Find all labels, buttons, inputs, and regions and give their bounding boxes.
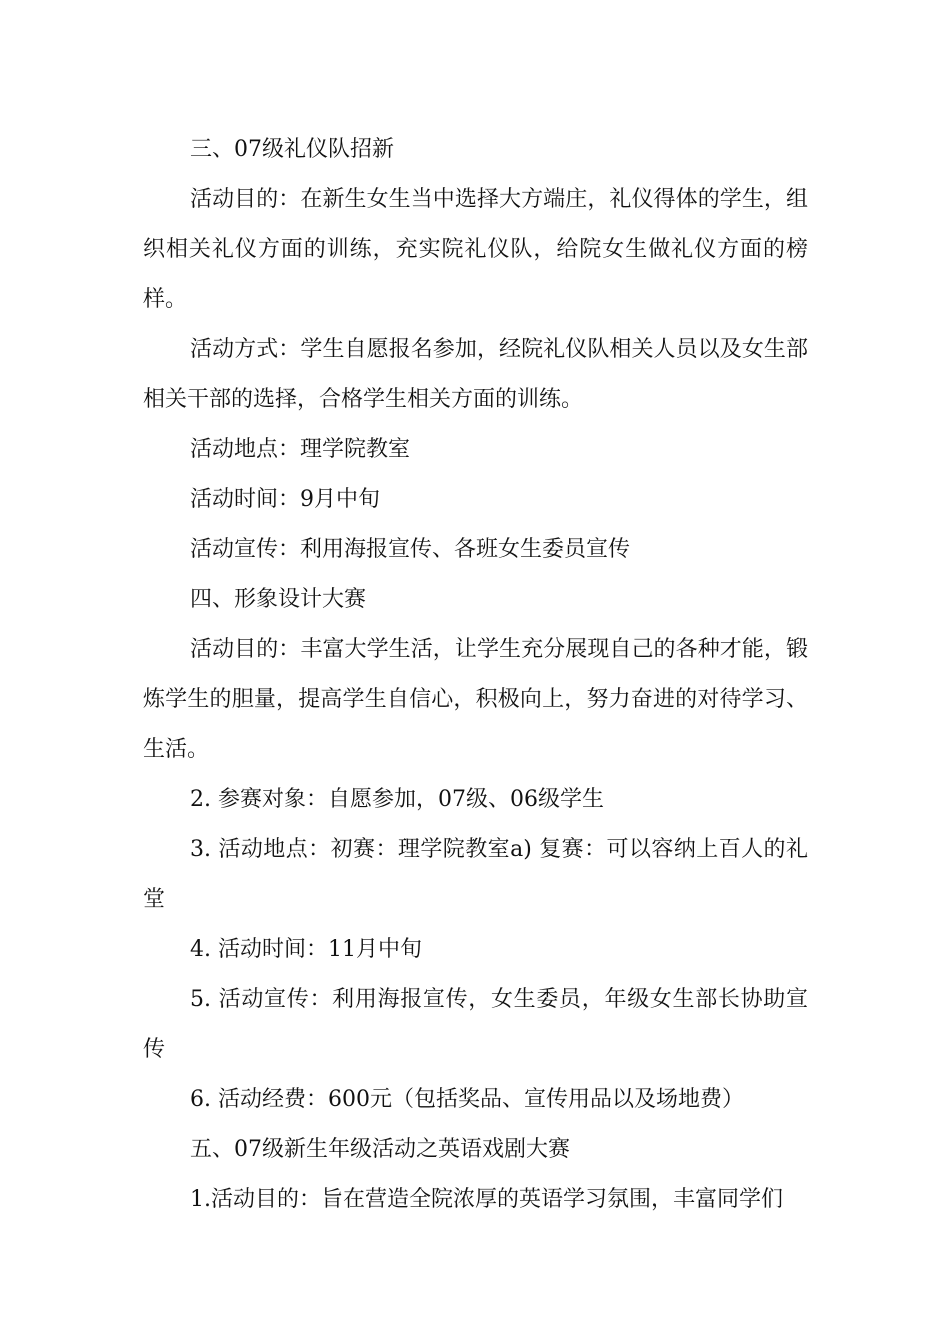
paragraph-ceremony-purpose: 活动目的：在新生女生当中选择大方端庄，礼仪得体的学生，组织相关礼仪方面的训练，充实院礼仪队，给院女生做礼仪方面的榜样。: [143, 187, 808, 312]
paragraph-ceremony-time: 活动时间：9月中旬: [190, 487, 380, 512]
paragraph-ceremony-location: 活动地点：理学院教室: [190, 437, 411, 462]
list-item-design-budget: 6. 活动经费：600元（包括奖品、宣传用品以及场地费）: [190, 1087, 744, 1112]
paragraph-drama-purpose: 1.活动目的：旨在营造全院浓厚的英语学习氛围，丰富同学们: [190, 1187, 783, 1212]
document-body: [143, 125, 808, 1225]
paragraph-ceremony-publicity: 活动宣传：利用海报宣传、各班女生委员宣传: [190, 537, 631, 562]
list-item-design-publicity: 5. 活动宣传：利用海报宣传，女生委员，年级女生部长协助宣传: [143, 987, 808, 1062]
section-heading-image-design: 四、形象设计大赛: [190, 587, 367, 612]
list-item-design-time: 4. 活动时间：11月中旬: [190, 937, 422, 962]
list-item-participants: 2. 参赛对象：自愿参加，07级、06级学生: [190, 787, 604, 812]
list-item-design-location: 3. 活动地点：初赛：理学院教室a) 复赛：可以容纳上百人的礼堂: [143, 837, 808, 912]
section-heading-ceremony-team: 三、07级礼仪队招新: [190, 137, 394, 162]
paragraph-design-purpose: 活动目的：丰富大学生活，让学生充分展现自己的各种才能，锻炼学生的胆量，提高学生自信心，积极向上，努力奋进的对待学习、生活。: [143, 637, 808, 762]
section-heading-english-drama: 五、07级新生年级活动之英语戏剧大赛: [190, 1137, 570, 1162]
paragraph-ceremony-method: 活动方式：学生自愿报名参加，经院礼仪队相关人员以及女生部相关干部的选择，合格学生相关方面的训练。: [143, 337, 808, 412]
